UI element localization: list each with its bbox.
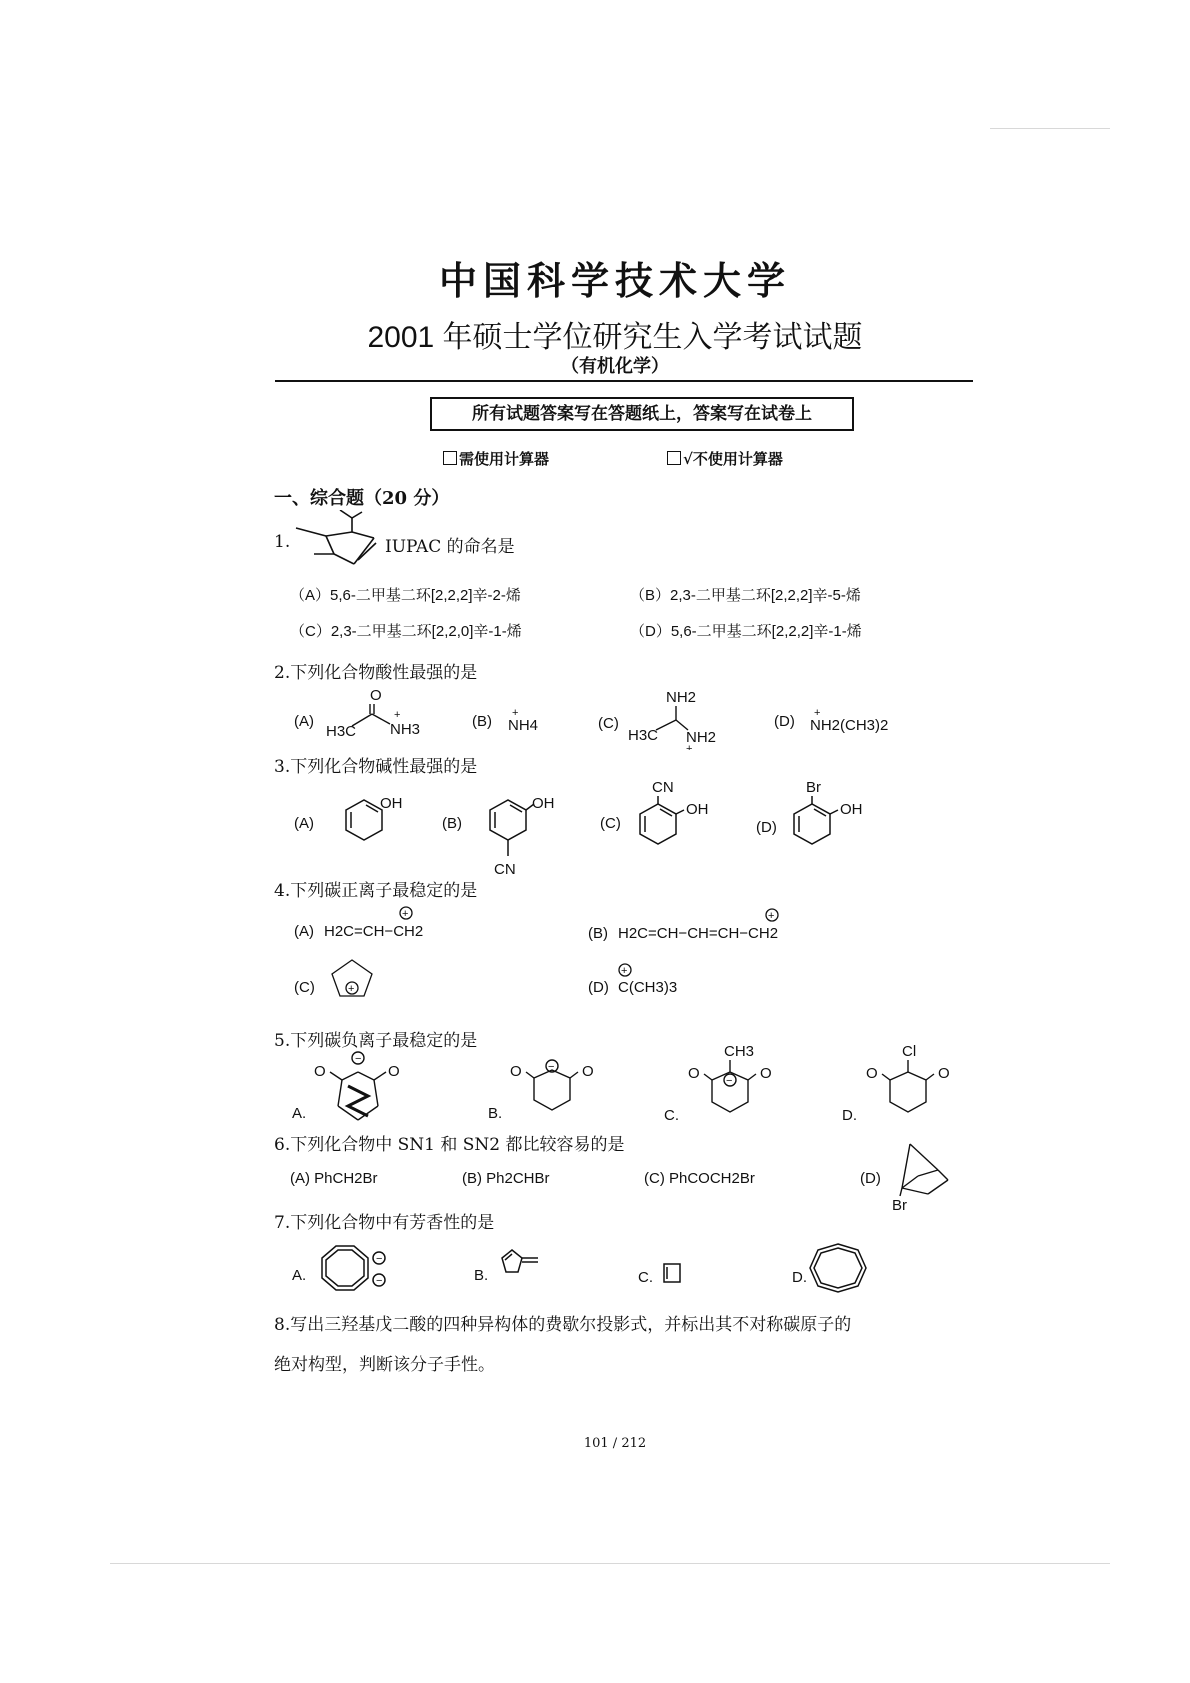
calculator-need: 需使用计算器 <box>443 448 549 469</box>
q6-option-c: (C) PhCOCH2Br <box>644 1170 755 1187</box>
checkbox-no-need <box>667 451 681 465</box>
q7-a-minus2: − <box>376 1275 383 1287</box>
q3-label-a: (A) <box>294 815 314 832</box>
exam-title: 2001 年硕士学位研究生入学考试试题 <box>367 321 863 354</box>
q5-c-o1: O <box>688 1065 700 1082</box>
q5-b-o1: O <box>510 1063 522 1080</box>
q2-a-nh3: NH3 <box>390 721 421 738</box>
q2-b-nh4: NH4 <box>508 717 539 734</box>
q3-structures <box>290 776 890 876</box>
q7-stem: 7.下列化合物中有芳香性的是 <box>274 1213 495 1233</box>
section-heading: 一、综合题（20 分） <box>274 488 450 509</box>
q1-option-a: （A）5,6-二甲基二环[2,2,2]辛-2-烯 <box>290 587 521 604</box>
q7-a-minus1: − <box>376 1253 383 1265</box>
q5-b-o2: O <box>582 1063 594 1080</box>
q7-label-a: A. <box>292 1267 307 1284</box>
q2-label-b: (B) <box>472 713 492 730</box>
q2-label-d: (D) <box>774 713 795 730</box>
q4-label-a: (A) <box>294 923 314 940</box>
q2-d-formula: NH2(CH3)2 <box>810 717 889 734</box>
q3-a-oh: OH <box>380 795 403 812</box>
q6-option-d: (D) <box>860 1170 881 1187</box>
q8-line2: 绝对构型，判断该分子手性。 <box>274 1355 495 1375</box>
q4-d-formula: C(CH3)3 <box>618 979 678 996</box>
q2-b-plus: + <box>512 707 519 719</box>
q4-b-formula: H2C=CH−CH=CH−CH2 <box>618 925 779 942</box>
q5-c-minus: − <box>726 1075 733 1087</box>
q4-b-charge: + <box>768 910 775 922</box>
q6-d-br: Br <box>892 1197 907 1210</box>
q4-c-charge: + <box>348 983 355 995</box>
q3-label-c: (C) <box>600 815 621 832</box>
q4-a-charge: + <box>402 908 409 920</box>
q5-a-o2: O <box>388 1063 400 1080</box>
q2-structures <box>290 684 930 750</box>
q2-stem: 2.下列化合物酸性最强的是 <box>274 663 478 683</box>
calculator-no-need: √不使用计算器 <box>667 448 783 469</box>
q7-label-d: D. <box>792 1269 807 1286</box>
q5-label-a: A. <box>292 1105 307 1122</box>
q3-d-oh: OH <box>840 801 863 818</box>
q5-stem: 5.下列碳负离子最稳定的是 <box>274 1031 478 1051</box>
q7-label-b: B. <box>474 1267 489 1284</box>
q2-a-h3c: H3C <box>326 723 357 740</box>
q2-c-h3c: H3C <box>628 727 659 744</box>
check-mark: √ <box>683 450 693 468</box>
q4-label-c: (C) <box>294 979 315 996</box>
page-number: 101 / 212 <box>583 1436 647 1451</box>
q3-b-oh: OH <box>532 795 555 812</box>
q5-a-minus: − <box>355 1053 362 1065</box>
q1-option-b: （B）2,3-二甲基二环[2,2,2]辛-5-烯 <box>630 587 861 604</box>
q3-d-br: Br <box>806 779 821 796</box>
q1-number: 1. <box>274 532 291 552</box>
q1-stem: IUPAC 的命名是 <box>385 537 515 557</box>
q4-a-formula: H2C=CH−CH2 <box>324 923 424 940</box>
q6-option-a: (A) PhCH2Br <box>290 1170 378 1187</box>
q5-d-o1: O <box>866 1065 878 1082</box>
q8-line1: 8.写出三羟基戊二酸的四种异构体的费歇尔投影式，并标出其不对称碳原子的 <box>274 1315 852 1335</box>
q5-c-o2: O <box>760 1065 772 1082</box>
q4-stem: 4.下列碳正离子最稳定的是 <box>274 881 478 901</box>
q3-b-cn: CN <box>494 861 516 876</box>
q3-c-oh: OH <box>686 801 709 818</box>
q2-c-nh2: NH2 <box>666 689 697 706</box>
q3-stem: 3.下列化合物碱性最强的是 <box>274 757 478 777</box>
q5-a-o1: O <box>314 1063 326 1080</box>
q4-label-d: (D) <box>588 979 609 996</box>
answer-notice: 所有试题答案写在答题纸上，答案写在试卷上 <box>430 397 854 431</box>
q5-d-o2: O <box>938 1065 950 1082</box>
q5-structures <box>290 1044 970 1132</box>
q7-label-c: C. <box>638 1269 653 1286</box>
subject-title: （有机化学） <box>561 356 669 377</box>
checkbox-need <box>443 451 457 465</box>
q5-label-c: C. <box>664 1107 679 1124</box>
q1-option-c: （C）2,3-二甲基二环[2,2,0]辛-1-烯 <box>290 623 522 640</box>
q2-c-plus: + <box>686 743 693 750</box>
scan-line-bottom <box>110 1563 1110 1564</box>
q2-c-nh2b: NH2 <box>686 729 717 746</box>
q2-a-o: O <box>370 687 382 704</box>
q4-label-b: (B) <box>588 925 608 942</box>
q2-label-a: (A) <box>294 713 314 730</box>
q6-norbornane-structure <box>888 1140 958 1210</box>
q6-option-b: (B) Ph2CHBr <box>462 1170 550 1187</box>
scan-line-top <box>990 128 1110 129</box>
q1-option-d: （D）5,6-二甲基二环[2,2,2]辛-1-烯 <box>630 623 862 640</box>
university-title: 中国科学技术大学 <box>438 258 791 303</box>
q5-d-cl: Cl <box>902 1044 917 1060</box>
q3-c-cn: CN <box>652 779 674 796</box>
header-divider <box>275 380 973 382</box>
q7-structures <box>290 1240 890 1310</box>
q5-label-d: D. <box>842 1107 857 1124</box>
q3-label-b: (B) <box>442 815 462 832</box>
q4-d-charge: + <box>621 965 628 977</box>
q5-label-b: B. <box>488 1105 503 1122</box>
q2-a-plus: + <box>394 709 401 721</box>
q2-label-c: (C) <box>598 715 619 732</box>
q1-bicyclic-structure <box>292 510 382 568</box>
q5-b-minus: − <box>548 1061 555 1073</box>
q6-stem: 6.下列化合物中 SN1 和 SN2 都比较容易的是 <box>274 1135 625 1155</box>
q3-label-d: (D) <box>756 819 777 836</box>
q5-c-ch3: CH3 <box>724 1044 755 1060</box>
q2-d-plus: + <box>814 707 821 719</box>
q4-structures <box>290 902 850 1002</box>
